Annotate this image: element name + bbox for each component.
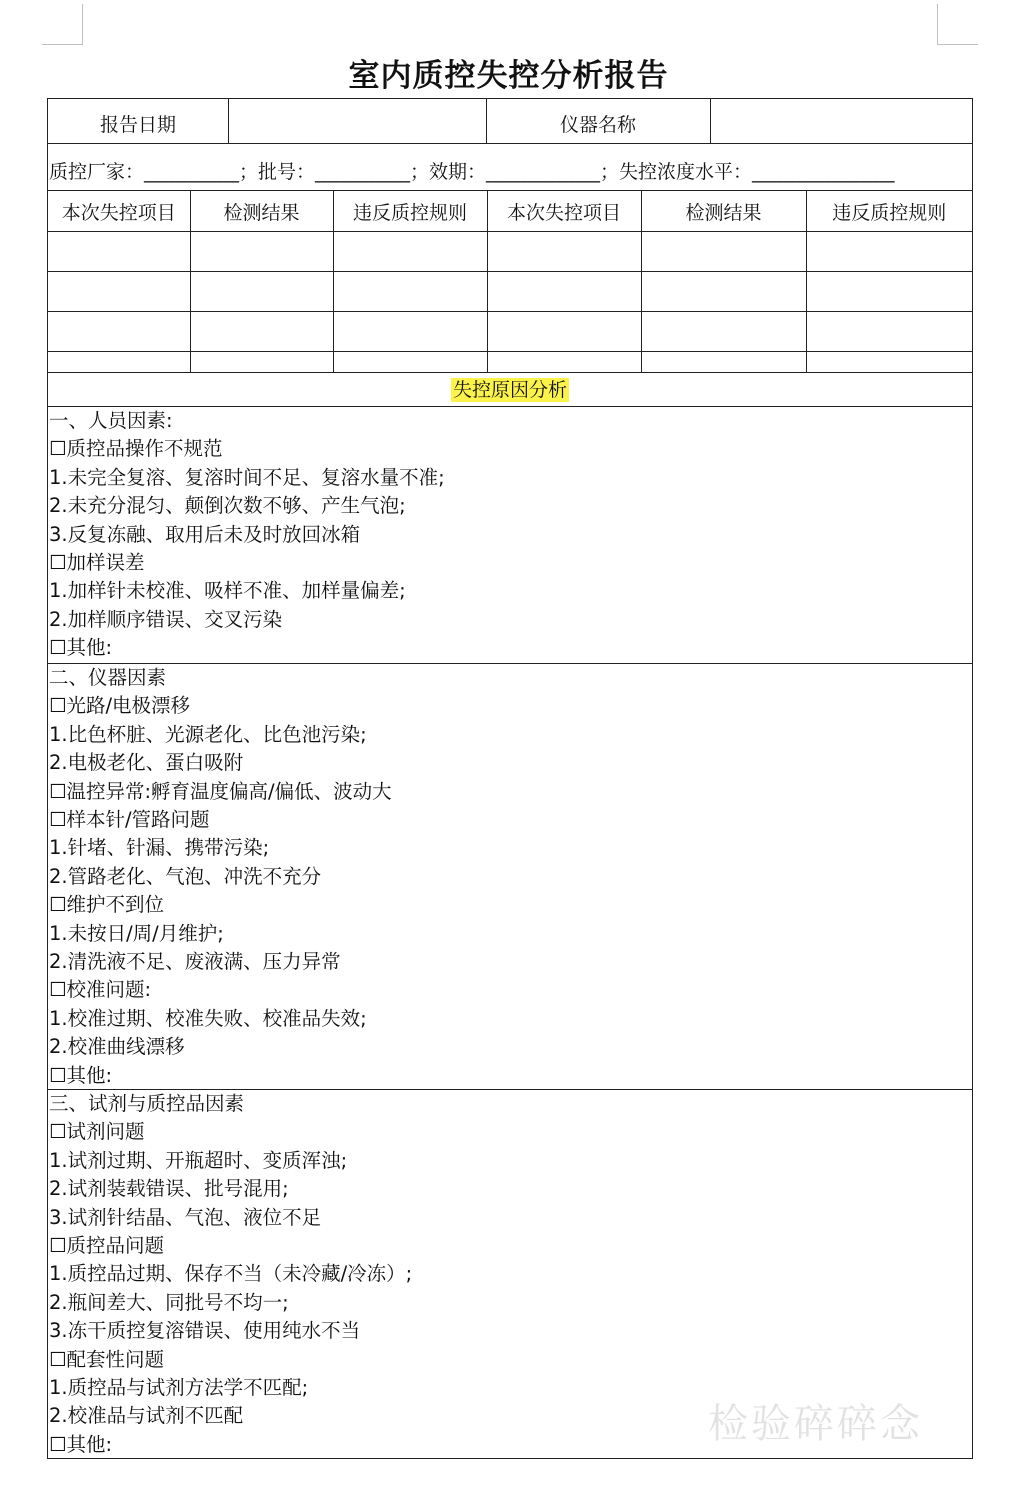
table-cell[interactable] — [190, 312, 333, 352]
instrument-field[interactable] — [711, 99, 972, 143]
table-cell[interactable] — [641, 272, 806, 312]
section-line: 1.未按日/周/月维护; — [49, 921, 224, 945]
table-cell[interactable] — [333, 352, 487, 372]
report-title: 室内质控失控分析报告 — [348, 58, 669, 94]
section-line: 2.电极老化、蛋白吸附 — [49, 751, 244, 775]
section-line: 2.校准品与试剂不匹配 — [49, 1404, 244, 1428]
table-cell[interactable] — [333, 312, 487, 352]
section-line: 3.反复冻融、取用后未及时放回冰箱 — [49, 522, 361, 546]
column-header: 本次失控项目 — [48, 191, 190, 232]
table-cell[interactable] — [641, 352, 806, 372]
checkbox-line[interactable]: ☐加样误差 — [49, 551, 145, 575]
table-cell[interactable] — [487, 272, 641, 312]
table-cell[interactable] — [48, 352, 190, 372]
section-line: 2.清洗液不足、废液满、压力异常 — [49, 950, 341, 974]
section-line: 1.未完全复溶、复溶时间不足、复溶水量不准; — [49, 465, 445, 489]
table-cell[interactable] — [48, 232, 190, 272]
section-line: 3.试剂针结晶、气泡、液位不足 — [49, 1205, 322, 1229]
page-corner-mark — [937, 4, 978, 45]
section-line: 1.试剂过期、开瓶超时、变质浑浊; — [49, 1148, 348, 1172]
table-cell[interactable] — [806, 312, 972, 352]
header-row — [47, 98, 973, 144]
table-cell[interactable] — [641, 312, 806, 352]
analysis-heading: 失控原因分析 — [452, 379, 567, 401]
qc-meta-line: 质控厂家：__________；批号：__________；效期：____________；失控浓度水平：_______________ — [47, 143, 973, 191]
section-line: 3.冻干质控复溶错误、使用纯水不当 — [49, 1319, 361, 1343]
checkbox-line[interactable]: ☐其他: — [49, 636, 113, 660]
section-personnel — [47, 406, 973, 664]
section-line: 2.试剂装载错误、批号混用; — [49, 1177, 289, 1201]
table-row — [48, 312, 972, 352]
table-cell[interactable] — [806, 232, 972, 272]
table-cell[interactable] — [487, 352, 641, 372]
section-line: 1.加样针未校准、吸样不准、加样量偏差; — [49, 579, 406, 603]
section-line: 1.质控品与试剂方法学不匹配; — [49, 1376, 309, 1400]
section-line: 三、试剂与质控品因素 — [49, 1092, 245, 1115]
table-cell[interactable] — [641, 232, 806, 272]
checkbox-line[interactable]: ☐其他: — [49, 1432, 113, 1456]
checkbox-line[interactable]: ☐校准问题: — [49, 978, 152, 1002]
page-corner-mark — [42, 4, 83, 45]
section-line: 1.针堵、针漏、携带污染; — [49, 836, 270, 860]
section-line: 一、人员因素: — [49, 409, 173, 432]
table-cell[interactable] — [48, 312, 190, 352]
table-cell[interactable] — [190, 232, 333, 272]
checkbox-line[interactable]: ☐质控品操作不规范 — [49, 437, 223, 461]
column-header: 本次失控项目 — [487, 191, 641, 232]
section-instrument — [47, 663, 973, 1090]
section-line: 二、仪器因素 — [49, 666, 167, 689]
table-cell[interactable] — [48, 272, 190, 312]
table-cell[interactable] — [806, 352, 972, 372]
report-date-field[interactable] — [229, 99, 486, 143]
section-line: 1.质控品过期、保存不当（未冷藏/冷冻）; — [49, 1262, 413, 1286]
checkbox-line[interactable]: ☐温控异常:孵育温度偏高/偏低、波动大 — [49, 779, 392, 803]
section-line: 1.比色杯脏、光源老化、比色池污染; — [49, 722, 367, 746]
checkbox-line[interactable]: ☐其他: — [49, 1063, 113, 1087]
table-cell[interactable] — [190, 352, 333, 372]
checkbox-line[interactable]: ☐样本针/管路问题 — [49, 808, 210, 832]
table-cell[interactable] — [190, 272, 333, 312]
checkbox-line[interactable]: ☐质控品问题 — [49, 1234, 164, 1258]
checkbox-line[interactable]: ☐试剂问题 — [49, 1120, 145, 1144]
column-header: 检测结果 — [190, 191, 333, 232]
instrument-label: 仪器名称 — [559, 114, 636, 136]
column-header: 违反质控规则 — [806, 191, 972, 232]
section-line: 2.校准曲线漂移 — [49, 1035, 185, 1059]
checkbox-line[interactable]: ☐光路/电极漂移 — [49, 694, 191, 718]
watermark: 检验碎碎念 — [708, 1401, 923, 1447]
table-cell[interactable] — [487, 312, 641, 352]
table-row — [48, 272, 972, 312]
checkbox-line[interactable]: ☐配套性问题 — [49, 1347, 164, 1371]
table-cell[interactable] — [333, 272, 487, 312]
checkbox-line[interactable]: ☐维护不到位 — [49, 893, 164, 917]
section-line: 2.未充分混匀、颠倒次数不够、产生气泡; — [49, 494, 406, 518]
table-row — [48, 232, 972, 272]
table-cell[interactable] — [333, 232, 487, 272]
report-date-label: 报告日期 — [99, 114, 176, 136]
section-line: 2.加样顺序错误、交叉污染 — [49, 607, 283, 631]
qc-items-table — [47, 190, 973, 373]
table-cell[interactable] — [806, 272, 972, 312]
column-header: 违反质控规则 — [333, 191, 487, 232]
table-header-row — [48, 191, 972, 232]
column-header: 检测结果 — [641, 191, 806, 232]
table-cell[interactable] — [487, 232, 641, 272]
section-line: 2.管路老化、气泡、冲洗不充分 — [49, 864, 322, 888]
analysis-heading-row — [47, 372, 973, 407]
section-line: 2.瓶间差大、同批号不均一; — [49, 1290, 289, 1314]
table-row — [48, 352, 972, 372]
section-line: 1.校准过期、校准失败、校准品失效; — [49, 1006, 367, 1030]
